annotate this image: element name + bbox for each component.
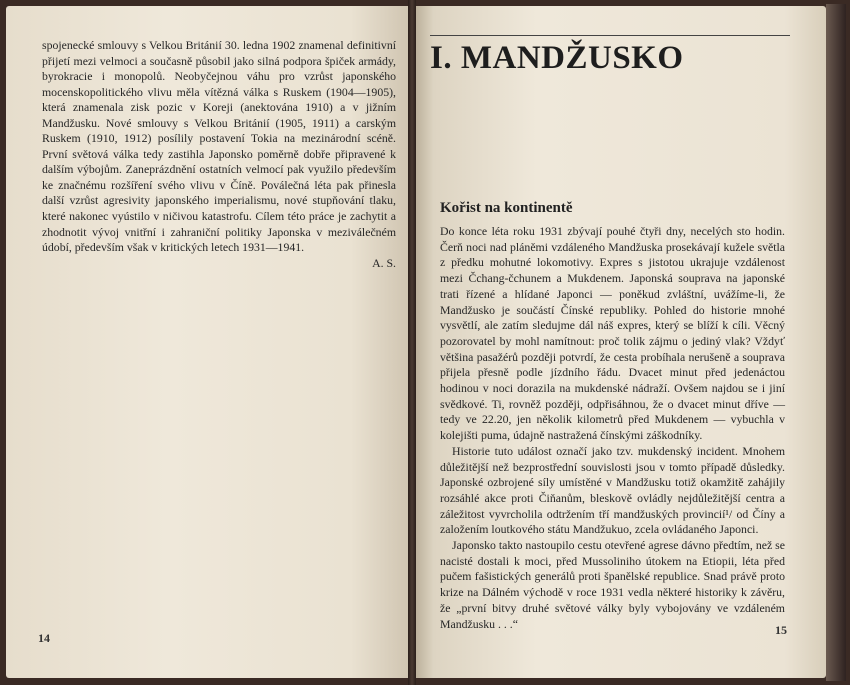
- section-heading: Kořist na kontinentě: [440, 200, 573, 216]
- page-number-left: 14: [38, 631, 50, 645]
- book-spine: [408, 0, 416, 685]
- right-page-text: [440, 224, 785, 632]
- paragraph: Japonsko takto nastoupilo cestu otevřené agrese dávno předtím, než se nacisté dostali k moci, před Mussoliniho útokem na Etiopii, léta před pučem fašistických generálů proti španělské republice. Snad právě proto krize na Dálném východě v roce 1931 vedla některé historiky k závěru, že „první bitvy druhé světové války byly vybojovány ve vzdáleném Mandžusku . . .“: [440, 538, 785, 631]
- left-body-text: spojenecké smlouvy s Velkou Británií 30. ledna 1902 znamenal definitivní přijetí mezi velmoci a současně působil jako silná podpora špiček armády, byrokracie i monopolů. Neobyčejnou váhu pro vzrůst japonského mocenskopolitického vlivu měla vítězná válka s Ruskem (1904—1905), která znamenala zisk pozic v Koreji (anektována 1910) a v jižním Mandžusku. Nové smlouvy s Velkou Británií (1905, 1911) a carským Ruskem (1910, 1912) posílily postavení Tokia na mezinárodní scéně. První světová válka tedy zastihla Japonsko poměrně dobře připravené k dalším výbojům. Zaneprázdnění ostatních velmocí pak využilo především ke značnému rozšíření svého vlivu v Číně. Poválečná léta pak přinesla další vzrůst agresivity japonského imperialismu, nové stupňování tlaku, které nakonec vyústilo v ničivou katastrofu. Cílem této práce je zachytit a zhodnotit vývoj vnitřní i zahraniční politiky Japonska v meziválečném údobí, především však v kritických letech 1931—1941.: [42, 38, 396, 255]
- paragraph: Do konce léta roku 1931 zbývají pouhé čtyři dny, necelých sto hodin. Čerň noci nad pláněmi vzdáleného Mandžuska prosekávají kužele světla z předku mohutné lokomotivy. Expres s jistotou ukrajuje vzdálenost mezi Čchang-čchunem a Mukdenem. Japonská souprava na japonské trati řízené a hlídané Japonci — poněkud zvláštní, uvážíme-li, že Mandžusko je součástí Čínské republiky. Pohled do historie mnohé vysvětlí, ale zatím sledujme dál náš expres, který se blíží k cíli. Věcný pozorovatel by mohl namítnout: proč tolik zájmu o jediný vlak? Vždyť většina pasažérů později potvrdí, že cesta probíhala nerušeně a souprava přijela přesně podle jízdního řádu. Dvacet minut před jedenáctou hodinou v noci dorazila na mukdenské nádraží. Ovšem najdou se i jiní svědkové. Ti, rovněž později, odpřisáhnou, že o dvacet minut dříve — tedy ve 22.20, jen několik kilometrů před Mukdenem — vybuchla v kolejišti puma, údajně nastražená čínskými záškodníky.: [440, 224, 785, 443]
- book-edge: [826, 4, 846, 681]
- chapter-title: I. MANDŽUSKO: [430, 40, 684, 76]
- page-number-right: 15: [775, 623, 787, 637]
- chapter-rule: [430, 35, 790, 36]
- left-page-text: [42, 38, 396, 271]
- author-signature: A. S.: [372, 255, 396, 270]
- paragraph: Historie tuto událost označí jako tzv. mukdenský incident. Mnohem důležitější než bezprostřední souvislosti jsou v tomto případě důsledky. Japonské ozbrojené síly umístěné v Mandžusku totiž okamžitě zahájily rozsáhlé akce proti Čiňanům, bleskově ovládly nejdůležitější centra a záležitost vyvrcholila odtržením tří mandžuských provincií¹/ od Číny a založením loutkového státu Mandžukuo, zcela ovládaného Japonci.: [440, 443, 785, 537]
- signature-line: [42, 256, 396, 272]
